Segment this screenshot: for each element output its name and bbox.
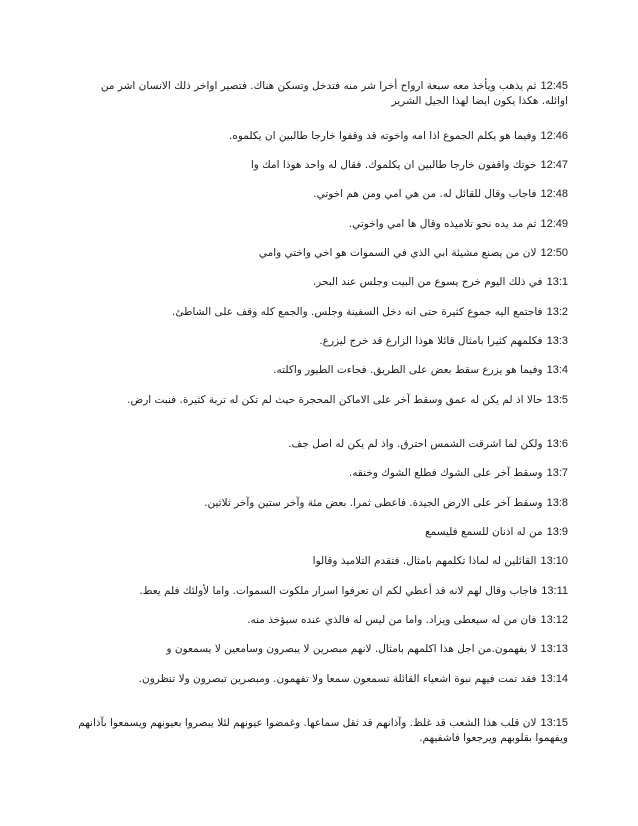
verse-12-46 xyxy=(75,129,568,144)
verse-reference: 13:4 xyxy=(546,363,568,376)
verse-13-3 xyxy=(75,334,568,349)
verse-reference: 13:10 xyxy=(540,554,568,567)
verse-text: حالا اذ لم يكن له عمق وسقط آخر على الاماكن المحجرة حيث لم تكن له تربة كثيرة. فنبت ارض. xyxy=(127,393,543,406)
verse-reference: 12:47 xyxy=(540,158,568,171)
verse-reference: 13:1 xyxy=(546,275,568,288)
verse-text: ثم مد يده نحو تلاميذه وقال ها امي واخوتي. xyxy=(348,217,537,230)
verse-text: وسقط آخر على الشوك فطلع الشوك وخنقه. xyxy=(348,466,543,479)
verse-12-45 xyxy=(75,79,568,109)
verse-13-5 xyxy=(75,393,568,408)
verse-reference: 13:3 xyxy=(546,334,568,347)
verse-13-15 xyxy=(75,716,568,746)
verse-text: القائلين له لماذا تكلمهم بامثال. فتقدم التلاميذ وقالوا xyxy=(312,554,537,567)
verse-reference: 13:9 xyxy=(546,525,568,538)
verse-13-13 xyxy=(75,642,568,657)
verse-13-14 xyxy=(75,672,568,687)
verse-reference: 13:13 xyxy=(540,642,568,655)
verse-text: لا يفهمون.من اجل هذا اكلمهم بامثال. لانهم مبصرين لا يبصرون وسامعين لا يسمعون و xyxy=(166,642,537,655)
verse-13-8 xyxy=(75,496,568,511)
verse-text: فقد تمت فيهم نبوة اشعياء القائلة تسمعون سمعا ولا تفهمون. ومبصرين تبصرون ولا تنظرون. xyxy=(138,672,537,685)
verse-text: خوتك واقفون خارجا طالبين ان يكلموك. فقال له واحد هوذا امك وا xyxy=(250,158,537,171)
verse-reference: 12:49 xyxy=(540,217,568,230)
verse-reference: 13:2 xyxy=(546,305,568,318)
verse-reference: 12:48 xyxy=(540,187,568,200)
verse-12-47 xyxy=(75,158,568,173)
verse-reference: 13:5 xyxy=(546,393,568,406)
verse-reference: 12:46 xyxy=(540,129,568,142)
verse-13-1 xyxy=(75,275,568,290)
verse-reference: 13:11 xyxy=(541,584,568,597)
verse-13-11 xyxy=(75,584,568,599)
verse-reference: 13:6 xyxy=(546,437,568,450)
verse-13-6 xyxy=(75,437,568,452)
verse-reference: 13:12 xyxy=(540,613,568,626)
verse-text: في ذلك اليوم خرج يسوع من البيت وجلس عند البحر. xyxy=(312,275,543,288)
verse-text: لان قلب هذا الشعب قد غلظ. وآذانهم قد ثقل سماعها. وغمضوا عيونهم لئلا يبصروا بعيونهم ويسمعوا بآذانهم ويفهموا بقلوبهم ويرجعوا فاشفيهم. xyxy=(78,716,568,744)
verse-13-12 xyxy=(75,613,568,628)
verse-12-49 xyxy=(75,217,568,232)
verse-text: لان من يصنع مشيئة ابي الذي في السموات هو اخي واختي وامي xyxy=(258,246,537,259)
verse-reference: 13:15 xyxy=(540,716,568,729)
verse-13-2 xyxy=(75,305,568,320)
verse-text: ولكن لما اشرقت الشمس احترق. واذ لم يكن له اصل جف. xyxy=(288,437,543,450)
verse-13-9 xyxy=(75,525,568,540)
verse-text: فاجتمع اليه جموع كثيرة حتى انه دخل السفينة وجلس. والجمع كله وقف على الشاطئ. xyxy=(172,305,543,318)
verse-text: ثم يذهب ويأخذ معه سبعة ارواح أخرا شر منه فتدخل وتسكن هناك. فتصير اواخر ذلك الانسان اشر من اوائله. هكذا يكون ايضا لهذا الجيل الشرير xyxy=(100,79,568,107)
verse-reference: 13:14 xyxy=(540,672,568,685)
verse-reference: 13:7 xyxy=(546,466,568,479)
verse-text: فاجاب وقال للقائل له. من هي امي ومن هم اخوتي. xyxy=(313,187,537,200)
verse-12-48 xyxy=(75,187,568,202)
verse-text: وسقط آخر على الارض الجيدة. فاعطى ثمرا. بعض مئة وآخر ستين وآخر ثلاثين. xyxy=(204,496,543,509)
verse-reference: 12:45 xyxy=(540,79,568,92)
verse-text: فان من له سيعطى ويزاد. واما من ليس له فالذي عنده سيؤخذ منه. xyxy=(247,613,537,626)
verse-13-7 xyxy=(75,466,568,481)
verse-text: وفيما هو يزرع سقط بعض على الطريق. فجاءت الطيور واكلته. xyxy=(273,363,543,376)
verse-reference: 13:8 xyxy=(546,496,568,509)
verse-text: وفيما هو يكلم الجموع اذا امه واخوته قد وقفوا خارجا طالبين ان يكلموه. xyxy=(228,129,537,142)
verse-13-10 xyxy=(75,554,568,569)
verse-text: فاجاب وقال لهم لانه قد أعطي لكم ان تعرفوا اسرار ملكوت السموات. واما لأولئك فلم يعط. xyxy=(139,584,538,597)
verse-text: من له اذنان للسمع فليسمع xyxy=(424,525,543,538)
verse-text: فكلمهم كثيرا بامثال قائلا هوذا الزارع قد خرج ليزرع. xyxy=(319,334,543,347)
verse-12-50 xyxy=(75,246,568,261)
verse-reference: 12:50 xyxy=(540,246,568,259)
verse-13-4 xyxy=(75,363,568,378)
